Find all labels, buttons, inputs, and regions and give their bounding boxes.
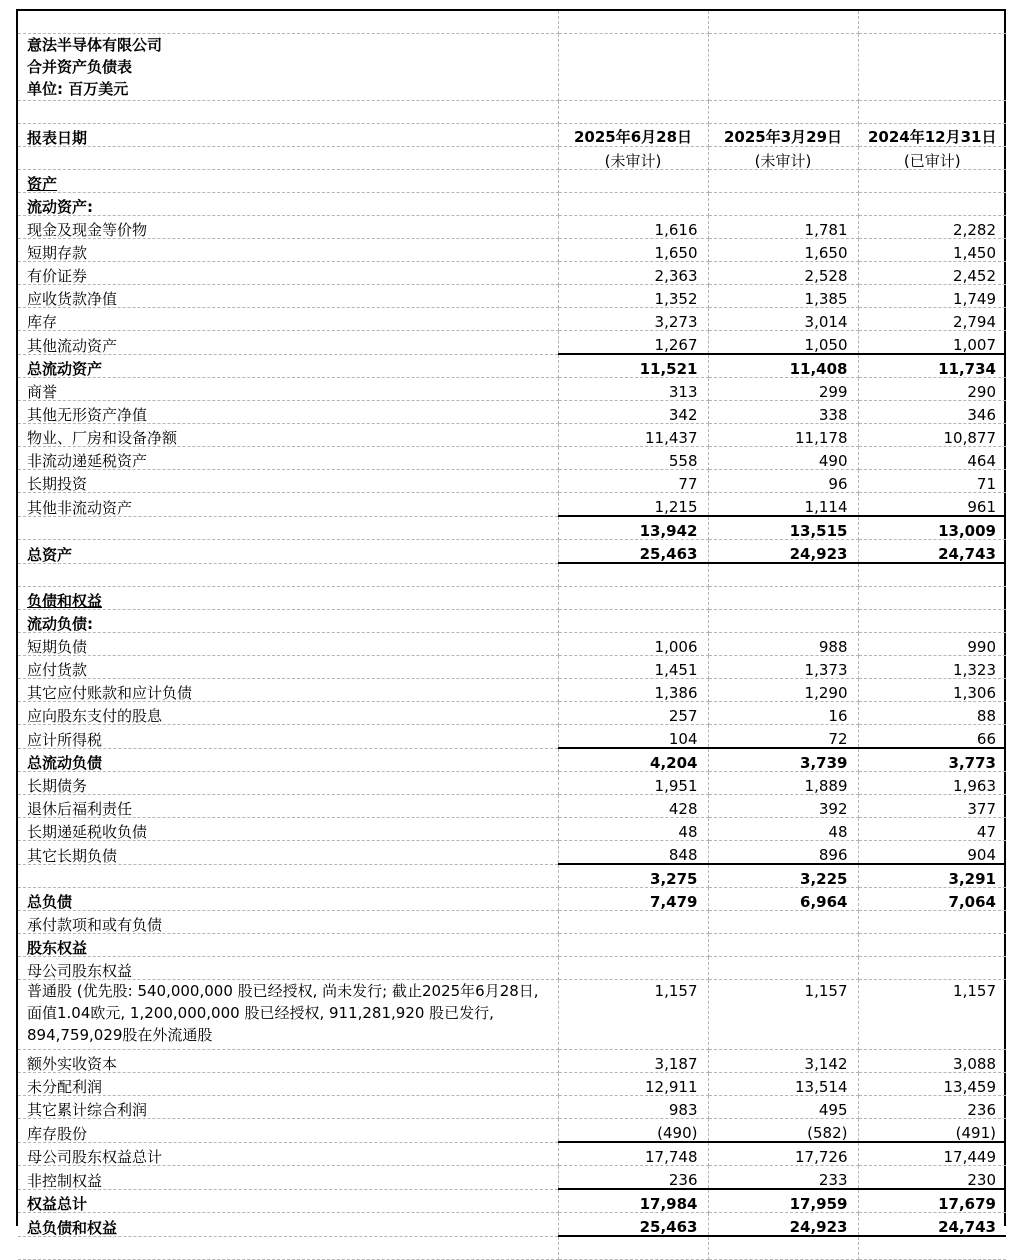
section-equity: 股东权益 [18,934,558,957]
value-cell: 13,515 [708,516,858,540]
section-assets: 资产 [18,170,558,193]
row-label: 总负债 [18,888,558,911]
value-cell: 88 [858,702,1006,725]
table-row [18,888,1006,911]
row-label: 有价证券 [18,262,558,285]
value-cell: 11,734 [858,354,1006,378]
value-cell: 236 [858,1096,1006,1119]
row-label: 长期投资 [18,470,558,493]
value-cell: 1,386 [558,679,708,702]
table-row [18,493,1006,517]
column-status-2: (未审计) [708,147,858,170]
balance-sheet [16,9,1006,1237]
table-row [18,401,1006,424]
value-cell: 24,923 [708,540,858,564]
row-label: 额外实收资本 [18,1050,558,1073]
value-cell: 961 [858,493,1006,517]
table-row [18,633,1006,656]
value-cell: 71 [858,470,1006,493]
value-cell: 2,363 [558,262,708,285]
row-label: 非控制权益 [18,1166,558,1190]
value-cell: 17,748 [558,1142,708,1166]
table-row [18,470,1006,493]
section-current-liabilities: 流动负债: [18,610,558,633]
value-cell: 3,187 [558,1050,708,1073]
value-cell: 377 [858,795,1006,818]
table-row [18,795,1006,818]
value-cell: 17,679 [858,1189,1006,1213]
value-cell: 1,323 [858,656,1006,679]
company-name: 意法半导体有限公司 [27,36,163,54]
table-row [18,308,1006,331]
row-label: 应计所得税 [18,725,558,749]
value-cell: 1,007 [858,331,1006,355]
row-label: 其他流动资产 [18,331,558,355]
value-cell: 230 [858,1166,1006,1190]
value-cell: 1,451 [558,656,708,679]
value-cell: 1,157 [858,980,1006,1050]
value-cell: 11,178 [708,424,858,447]
value-cell: 2,794 [858,308,1006,331]
value-cell: 342 [558,401,708,424]
value-cell: 988 [708,633,858,656]
value-cell: 6,964 [708,888,858,911]
value-cell: 392 [708,795,858,818]
value-cell: 1,889 [708,772,858,795]
value-cell: 24,743 [858,1213,1006,1237]
table-row [18,702,1006,725]
table-row [18,1142,1006,1166]
value-cell: 3,088 [858,1050,1006,1073]
value-cell: 48 [708,818,858,841]
value-cell: (582) [708,1119,858,1143]
row-label: 普通股 (优先股: 540,000,000 股已经授权, 尚未发行; 截止2025年6月28日, 面值1.04欧元, 1,200,000,000 股已经授权, 911,281,920 股已发行, 894,759,029股在外流通股 [18,980,558,1050]
value-cell: 7,479 [558,888,708,911]
value-cell: 24,743 [858,540,1006,564]
table-row [18,1073,1006,1096]
table-row [18,1050,1006,1073]
row-label: 总资产 [18,540,558,564]
value-cell: 1,267 [558,331,708,355]
value-cell: 3,291 [858,864,1006,888]
value-cell: 17,726 [708,1142,858,1166]
table-row [18,540,1006,564]
column-header-1: 2025年6月28日 [558,124,708,147]
value-cell: 11,408 [708,354,858,378]
row-label: 母公司股东权益总计 [18,1142,558,1166]
table-row [18,447,1006,470]
value-cell: 25,463 [558,1213,708,1237]
column-status-1: (未审计) [558,147,708,170]
value-cell: 1,650 [708,239,858,262]
row-label: 短期负债 [18,633,558,656]
value-cell: 2,528 [708,262,858,285]
value-cell: 1,616 [558,216,708,239]
row-label: 未分配利润 [18,1073,558,1096]
value-cell: 299 [708,378,858,401]
table-row [18,1096,1006,1119]
value-cell: 1,352 [558,285,708,308]
table-row [18,262,1006,285]
row-label: 其它长期负债 [18,841,558,865]
value-cell: 17,959 [708,1189,858,1213]
table-row [18,725,1006,749]
value-cell: 558 [558,447,708,470]
row-label: 现金及现金等价物 [18,216,558,239]
row-label [18,864,558,888]
table-row [18,1119,1006,1143]
column-header-2: 2025年3月29日 [708,124,858,147]
table-row [18,656,1006,679]
value-cell: 4,204 [558,748,708,772]
value-cell: 10,877 [858,424,1006,447]
row-label: 应收货款净值 [18,285,558,308]
commitments-label: 承付款项和或有负债 [18,911,558,934]
value-cell: 1,215 [558,493,708,517]
row-label: 其他非流动资产 [18,493,558,517]
value-cell: 290 [858,378,1006,401]
row-label [18,516,558,540]
value-cell: 1,650 [558,239,708,262]
value-cell: 464 [858,447,1006,470]
row-label: 权益总计 [18,1189,558,1213]
value-cell: 1,157 [708,980,858,1050]
header-label: 报表日期 [18,124,558,147]
value-cell: 13,009 [858,516,1006,540]
row-label: 物业、厂房和设备净额 [18,424,558,447]
value-cell: 257 [558,702,708,725]
section-current-assets: 流动资产: [18,193,558,216]
value-cell: 236 [558,1166,708,1190]
row-label: 总负债和权益 [18,1213,558,1237]
value-cell: 3,273 [558,308,708,331]
column-status-3: (已审计) [858,147,1006,170]
row-label: 商誉 [18,378,558,401]
balance-sheet-table [18,11,1006,1260]
table-row [18,516,1006,540]
value-cell: 1,450 [858,239,1006,262]
value-cell: 346 [858,401,1006,424]
section-liabilities-equity: 负债和权益 [18,587,558,610]
row-label: 短期存款 [18,239,558,262]
value-cell: 1,963 [858,772,1006,795]
value-cell: 48 [558,818,708,841]
value-cell: 990 [858,633,1006,656]
value-cell: 66 [858,725,1006,749]
table-row [18,980,1006,1050]
value-cell: 2,282 [858,216,1006,239]
row-label: 其它累计综合利润 [18,1096,558,1119]
table-row [18,818,1006,841]
table-row [18,841,1006,865]
table-row [18,285,1006,308]
value-cell: 1,114 [708,493,858,517]
table-row [18,679,1006,702]
row-label: 总流动负债 [18,748,558,772]
row-label: 退休后福利责任 [18,795,558,818]
value-cell: 428 [558,795,708,818]
value-cell: 11,521 [558,354,708,378]
value-cell: 3,225 [708,864,858,888]
value-cell: 1,781 [708,216,858,239]
row-label: 其他无形资产净值 [18,401,558,424]
parent-equity-label: 母公司股东权益 [18,957,558,980]
value-cell: 17,984 [558,1189,708,1213]
column-header-3: 2024年12月31日 [858,124,1006,147]
value-cell: 13,942 [558,516,708,540]
table-row [18,1189,1006,1213]
value-cell: 1,749 [858,285,1006,308]
value-cell: 3,275 [558,864,708,888]
value-cell: 47 [858,818,1006,841]
table-row [18,354,1006,378]
table-row [18,216,1006,239]
row-label: 总流动资产 [18,354,558,378]
value-cell: 17,449 [858,1142,1006,1166]
value-cell: 13,459 [858,1073,1006,1096]
table-row [18,239,1006,262]
value-cell: 3,773 [858,748,1006,772]
value-cell: 3,739 [708,748,858,772]
statement-title: 合并资产负债表 [27,58,133,76]
value-cell: 25,463 [558,540,708,564]
table-row [18,331,1006,355]
value-cell: 490 [708,447,858,470]
value-cell: 1,006 [558,633,708,656]
value-cell: 7,064 [858,888,1006,911]
value-cell: 495 [708,1096,858,1119]
value-cell: 1,306 [858,679,1006,702]
value-cell: 77 [558,470,708,493]
value-cell: 338 [708,401,858,424]
value-cell: 1,290 [708,679,858,702]
value-cell: 104 [558,725,708,749]
value-cell: 848 [558,841,708,865]
row-label: 应付货款 [18,656,558,679]
value-cell: 11,437 [558,424,708,447]
row-label: 库存股份 [18,1119,558,1143]
table-row [18,1213,1006,1237]
row-label: 非流动递延税资产 [18,447,558,470]
value-cell: 1,951 [558,772,708,795]
value-cell: 1,385 [708,285,858,308]
unit-label: 单位: 百万美元 [27,80,129,98]
value-cell: 313 [558,378,708,401]
value-cell: 24,923 [708,1213,858,1237]
report-title-block [18,34,558,101]
value-cell: 72 [708,725,858,749]
value-cell: 16 [708,702,858,725]
value-cell: 3,014 [708,308,858,331]
value-cell: 983 [558,1096,708,1119]
value-cell: 96 [708,470,858,493]
table-row [18,1166,1006,1190]
value-cell: (491) [858,1119,1006,1143]
table-row [18,864,1006,888]
value-cell: 233 [708,1166,858,1190]
value-cell: 2,452 [858,262,1006,285]
value-cell: 896 [708,841,858,865]
table-row [18,424,1006,447]
row-label: 长期递延税收负债 [18,818,558,841]
row-label: 应向股东支付的股息 [18,702,558,725]
value-cell: 1,050 [708,331,858,355]
table-row [18,748,1006,772]
value-cell: 1,373 [708,656,858,679]
row-label: 库存 [18,308,558,331]
value-cell: 3,142 [708,1050,858,1073]
table-row [18,772,1006,795]
row-label: 长期债务 [18,772,558,795]
value-cell: 12,911 [558,1073,708,1096]
row-label: 其它应付账款和应计负债 [18,679,558,702]
value-cell: 1,157 [558,980,708,1050]
value-cell: 13,514 [708,1073,858,1096]
table-row [18,378,1006,401]
value-cell: (490) [558,1119,708,1143]
value-cell: 904 [858,841,1006,865]
